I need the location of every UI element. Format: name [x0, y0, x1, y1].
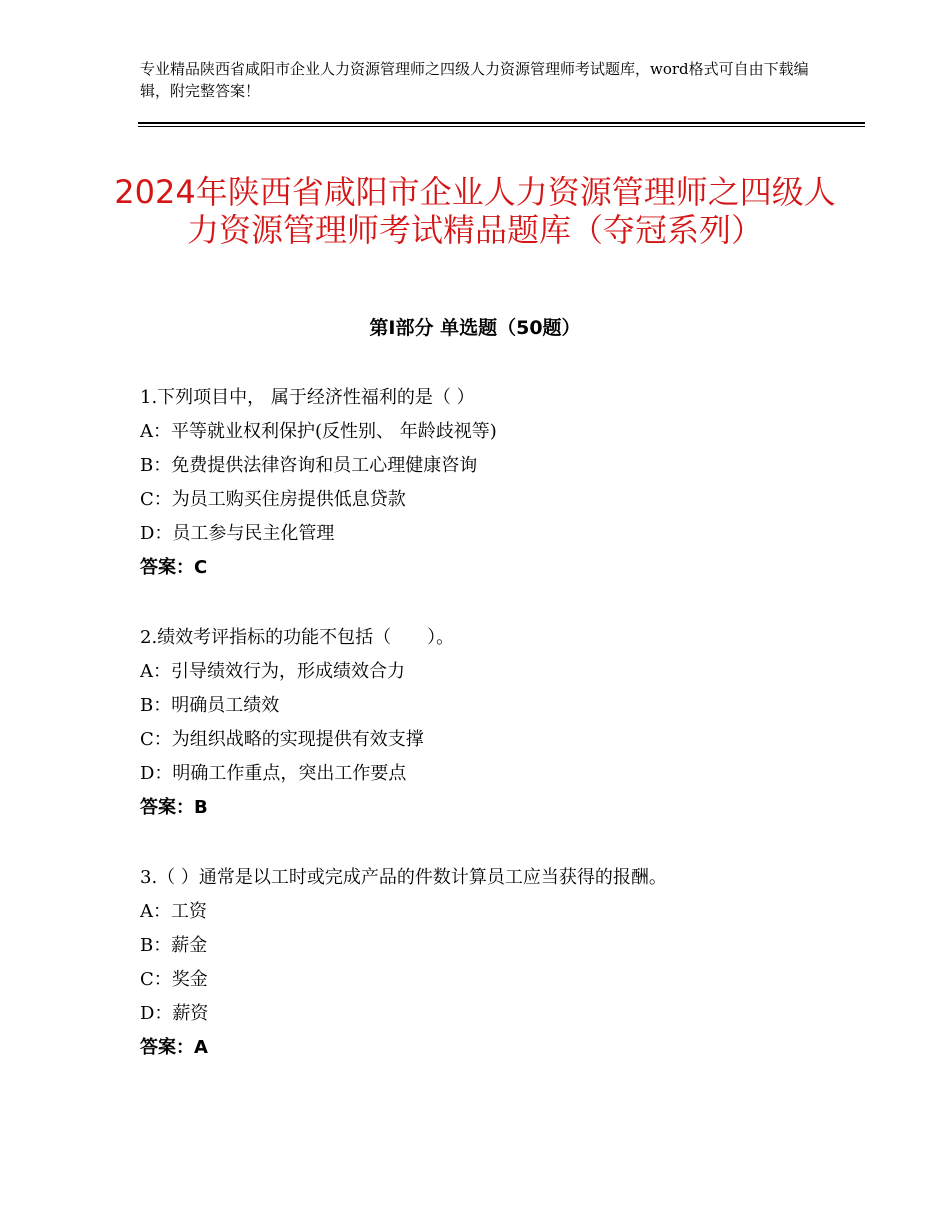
option-a: A：工资 [140, 901, 207, 922]
header-rule-thin [138, 126, 865, 127]
question-3 [140, 861, 840, 1065]
header-note: 专业精品陕西省咸阳市企业人力资源管理师之四级人力资源管理师考试题库，word格式可自由下载编辑，附完整答案！ [140, 60, 809, 100]
option-b: B：免费提供法律咨询和员工心理健康咨询 [140, 455, 478, 476]
header-rule-thick [138, 122, 865, 124]
option-d: D：薪资 [140, 1003, 209, 1024]
option-d: D：明确工作重点，突出工作要点 [140, 763, 407, 784]
option-d: D：员工参与民主化管理 [140, 523, 335, 544]
question-2 [140, 621, 840, 825]
document-title: 2024年陕西省咸阳市企业人力资源管理师之四级人力资源管理师考试精品题库（夺冠系列） [114, 173, 836, 250]
option-c: C：为员工购买住房提供低息贷款 [140, 489, 406, 510]
option-b: B：薪金 [140, 935, 208, 956]
option-c: C：为组织战略的实现提供有效支撑 [140, 729, 424, 750]
question-list [140, 381, 840, 1101]
question-stem: 3.（ ）通常是以工时或完成产品的件数计算员工应当获得的报酬。 [140, 867, 667, 888]
answer: 答案：A [140, 1037, 208, 1058]
option-a: A：引导绩效行为，形成绩效合力 [140, 661, 405, 682]
question-1 [140, 381, 840, 585]
question-stem: 2.绩效考评指标的功能不包括（ ）。 [140, 627, 455, 648]
question-stem: 1.下列项目中， 属于经济性福利的是（ ） [140, 387, 475, 408]
option-a: A：平等就业权利保护(反性别、 年龄歧视等) [140, 421, 497, 442]
answer: 答案：C [140, 557, 208, 578]
option-b: B：明确员工绩效 [140, 695, 280, 716]
answer: 答案：B [140, 797, 208, 818]
option-c: C：奖金 [140, 969, 208, 990]
section-title: 第Ⅰ部分 单选题（50题） [369, 317, 581, 339]
